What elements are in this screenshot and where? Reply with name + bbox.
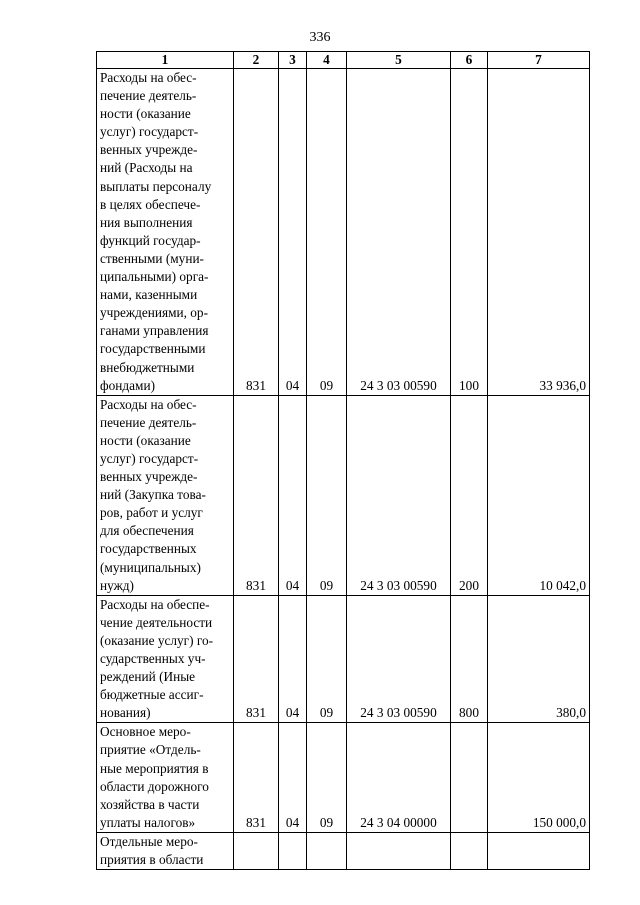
description-line: Основное меро- xyxy=(100,724,191,740)
table-row xyxy=(97,69,590,396)
cell-target-article: 24 3 03 00590 xyxy=(347,595,451,723)
description-line: учреждениями, ор- xyxy=(100,305,208,321)
cell-section: 04 xyxy=(279,723,307,833)
description-line: венных учрежде- xyxy=(100,142,198,158)
description-line: Расходы на обеспе- xyxy=(100,596,210,612)
cell-target-article xyxy=(347,832,451,869)
cell-grbs xyxy=(234,832,279,869)
description-line: области дорожного xyxy=(100,778,209,794)
description-line: ний (Закупка това- xyxy=(100,487,206,503)
description-line: выплаты персоналу xyxy=(100,178,212,194)
description-line: ров, работ и услуг xyxy=(100,505,203,521)
description-line: ственными (муни- xyxy=(100,250,204,266)
description-line: ний (Расходы на xyxy=(100,160,193,176)
description-line: в целях обеспече- xyxy=(100,196,201,212)
cell-description xyxy=(97,832,234,869)
cell-description xyxy=(97,69,234,396)
cell-target-article: 24 3 04 00000 xyxy=(347,723,451,833)
table-row xyxy=(97,595,590,723)
cell-amount: 150 000,0 xyxy=(488,723,590,833)
column-header: 2 xyxy=(234,52,279,69)
page-number: 336 xyxy=(309,30,331,45)
description-line: хозяйства в части xyxy=(100,796,200,812)
description-line: государственных xyxy=(100,541,197,557)
description-line: печение деятель- xyxy=(100,414,197,430)
description-line: услуг) государст- xyxy=(100,450,199,466)
cell-subsection xyxy=(307,832,347,869)
description-line: фондами) xyxy=(100,377,156,393)
column-header: 1 xyxy=(97,52,234,69)
table-row xyxy=(97,723,590,833)
description-line: услуг) государст- xyxy=(100,124,199,140)
description-line: функций государ- xyxy=(100,232,201,248)
description-line: бюджетные ассиг- xyxy=(100,687,204,703)
column-header: 4 xyxy=(307,52,347,69)
table-row xyxy=(97,832,590,869)
description-line: нами, казенными xyxy=(100,287,198,303)
cell-section xyxy=(279,832,307,869)
description-line: приятие «Отдель- xyxy=(100,742,201,758)
cell-description xyxy=(97,395,234,595)
cell-amount xyxy=(488,832,590,869)
cell-grbs: 831 xyxy=(234,69,279,396)
description-line: приятия в области xyxy=(100,852,204,868)
cell-grbs: 831 xyxy=(234,723,279,833)
cell-description xyxy=(97,595,234,723)
description-line: ности (оказание xyxy=(100,432,191,448)
column-header: 3 xyxy=(279,52,307,69)
cell-amount: 33 936,0 xyxy=(488,69,590,396)
description-line: для обеспечения xyxy=(100,523,194,539)
description-line: сударственных уч- xyxy=(100,651,206,666)
cell-expense-type: 800 xyxy=(451,595,488,723)
description-line: чение деятельности xyxy=(100,614,213,630)
description-line: (муниципальных) xyxy=(100,559,201,575)
cell-amount: 10 042,0 xyxy=(488,395,590,595)
description-line: внебюджетными xyxy=(100,359,195,375)
cell-section: 04 xyxy=(279,395,307,595)
cell-subsection: 09 xyxy=(307,69,347,396)
cell-expense-type: 100 xyxy=(451,69,488,396)
description-line: нования) xyxy=(100,705,151,721)
cell-target-article: 24 3 03 00590 xyxy=(347,395,451,595)
description-line: Расходы на обес- xyxy=(100,396,197,412)
description-line: реждений (Иные xyxy=(100,669,196,685)
cell-amount: 380,0 xyxy=(488,595,590,723)
cell-expense-type xyxy=(451,832,488,869)
budget-table xyxy=(96,51,590,870)
description-line: ципальными) орга- xyxy=(100,269,209,285)
table-header-row xyxy=(97,52,590,69)
column-header: 6 xyxy=(451,52,488,69)
cell-subsection: 09 xyxy=(307,395,347,595)
cell-description xyxy=(97,723,234,833)
description-line: нужд) xyxy=(100,577,134,593)
cell-grbs: 831 xyxy=(234,395,279,595)
column-header: 7 xyxy=(488,52,590,69)
description-line: государственными xyxy=(100,341,206,357)
cell-section: 04 xyxy=(279,595,307,723)
description-line: ные мероприятия в xyxy=(100,760,209,776)
cell-grbs: 831 xyxy=(234,595,279,723)
column-header: 5 xyxy=(347,52,451,69)
cell-subsection: 09 xyxy=(307,723,347,833)
description-line: Расходы на обес- xyxy=(100,70,197,85)
description-line: печение деятель- xyxy=(100,88,197,104)
table-row xyxy=(97,395,590,595)
description-line: (оказание услуг) го- xyxy=(100,632,214,648)
description-line: ности (оказание xyxy=(100,106,191,122)
cell-target-article: 24 3 03 00590 xyxy=(347,69,451,396)
description-line: венных учрежде- xyxy=(100,469,198,485)
cell-section: 04 xyxy=(279,69,307,396)
description-line: ния выполнения xyxy=(100,214,193,230)
description-line: ганами управления xyxy=(100,323,209,339)
cell-expense-type: 200 xyxy=(451,395,488,595)
cell-expense-type xyxy=(451,723,488,833)
description-line: уплаты налогов» xyxy=(100,814,196,830)
cell-subsection: 09 xyxy=(307,595,347,723)
description-line: Отдельные меро- xyxy=(100,833,198,849)
